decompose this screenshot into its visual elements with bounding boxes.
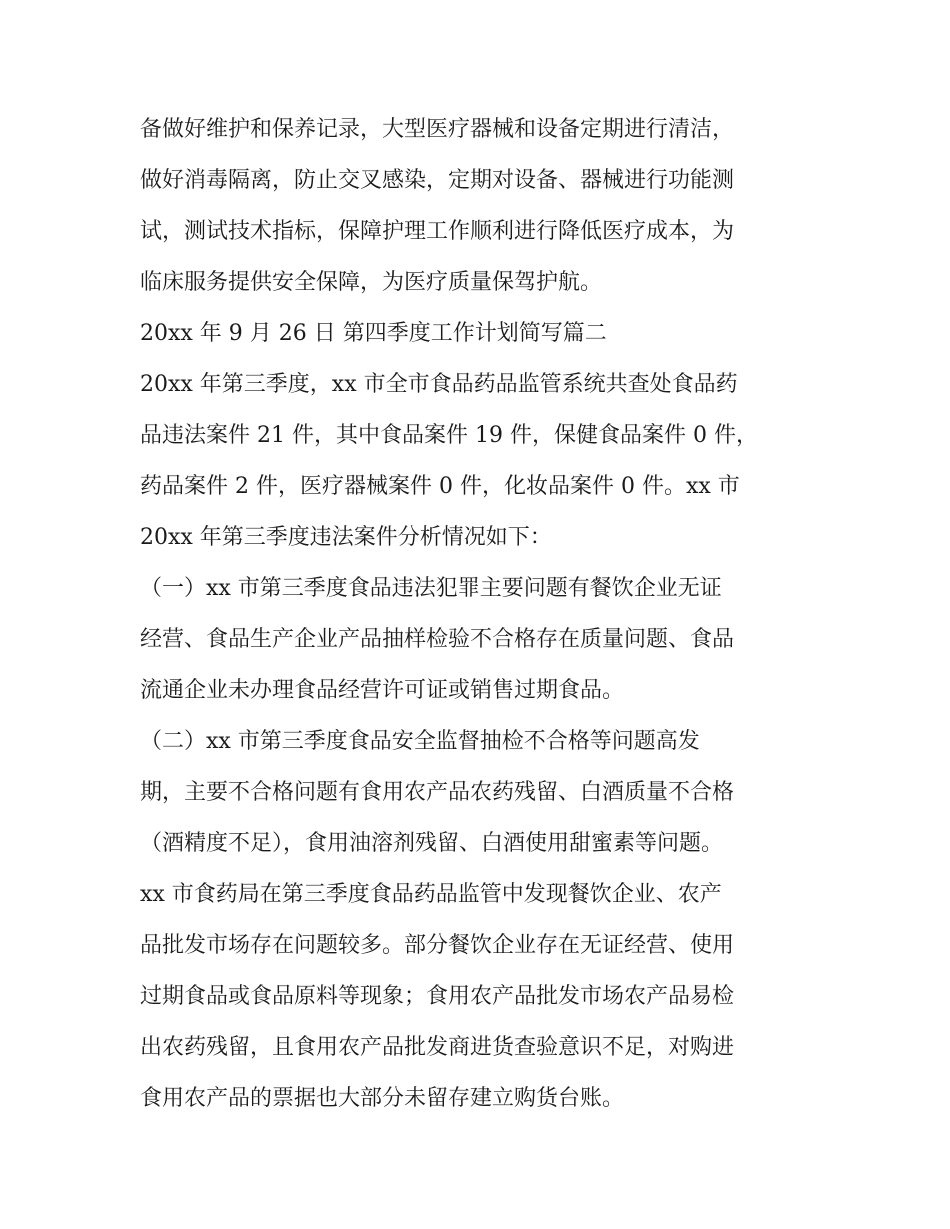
text-line: （酒精度不足），食用油溶剂残留、白酒使用甜蜜素等问题。 [140,831,724,856]
text-line: 备做好维护和保养记录，大型医疗器械和设备定期进行清洁， [140,117,735,142]
text-line: 食用农产品的票据也大部分未留存建立购货台账。 [140,1086,625,1111]
text-line: 流通企业未办理食品经营许可证或销售过期食品。 [140,678,625,703]
text-line: 20xx 年第三季度违法案件分析情况如下： [140,525,552,550]
text-line: xx 市食药局在第三季度食品药品监管中发现餐饮企业、农产 [140,882,722,907]
document-body [140,104,830,1124]
text-line: （二）xx 市第三季度食品安全监督抽检不合格等问题高发 [140,729,700,754]
section-heading: 20xx 年 9 月 26 日 第四季度工作计划简写篇二 [140,321,607,346]
text-line: 经营、食品生产企业产品抽样检验不合格存在质量问题、食品 [140,627,735,652]
text-line: 期，主要不合格问题有食用农产品农药残留、白酒质量不合格 [140,780,735,805]
text-line: 20xx 年第三季度，xx 市全市食品药品监管系统共查处食品药 [140,372,738,397]
text-line: 做好消毒隔离，防止交叉感染，定期对设备、器械进行功能测 [140,168,735,193]
text-line: 过期食品或食品原料等现象；食用农产品批发市场农产品易检 [140,984,735,1009]
text-line: （一）xx 市第三季度食品违法犯罪主要问题有餐饮企业无证 [140,576,722,601]
text-line: 品批发市场存在问题较多。部分餐饮企业存在无证经营、使用 [140,933,735,958]
text-line: 临床服务提供安全保障，为医疗质量保驾护航。 [140,270,603,295]
text-line: 出农药残留，且食用农产品批发商进货查验意识不足，对购进 [140,1035,735,1060]
text-line: 品违法案件 21 件，其中食品案件 19 件，保健食品案件 0 件， [140,423,758,448]
text-line: 试，测试技术指标，保障护理工作顺利进行降低医疗成本，为 [140,219,735,244]
text-line: 药品案件 2 件，医疗器械案件 0 件，化妆品案件 0 件。xx 市 [140,474,740,499]
